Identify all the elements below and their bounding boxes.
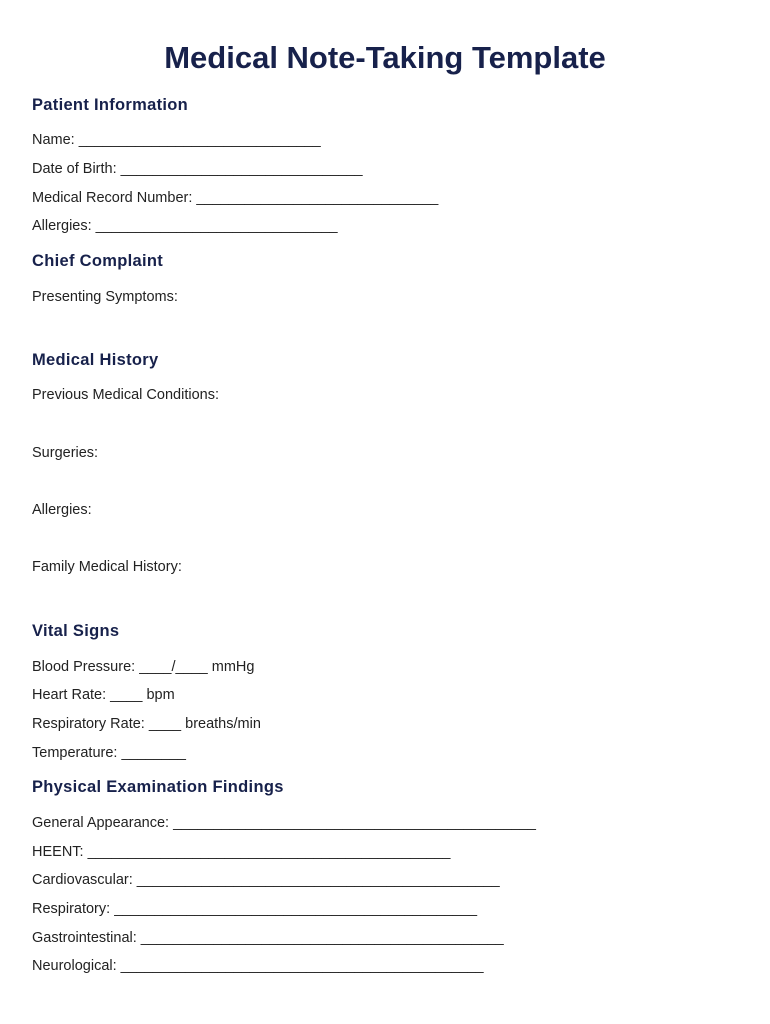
presenting-symptoms-label: Presenting Symptoms: <box>32 289 178 305</box>
gastrointestinal-field: Gastrointestinal: _____________________________________________ <box>32 930 504 946</box>
heent-field: HEENT: _____________________________________________ <box>32 844 451 860</box>
allergies-field: Allergies: ______________________________ <box>32 218 338 234</box>
patient-information-heading: Patient Information <box>32 96 189 114</box>
date-of-birth-field: Date of Birth: ______________________________ <box>32 161 363 177</box>
physical-examination-heading: Physical Examination Findings <box>32 778 284 796</box>
chief-complaint-heading: Chief Complaint <box>32 252 163 270</box>
medical-record-number-field: Medical Record Number: ______________________________ <box>32 190 439 206</box>
name-field: Name: ______________________________ <box>32 132 321 148</box>
respiratory-field: Respiratory: _____________________________________________ <box>32 901 478 917</box>
vital-signs-heading: Vital Signs <box>32 622 120 640</box>
medical-history-heading: Medical History <box>32 351 159 369</box>
page-title: Medical Note-Taking Template <box>164 40 606 75</box>
family-medical-history-label: Family Medical History: <box>32 559 182 575</box>
temperature-field: Temperature: ________ <box>32 745 186 761</box>
history-allergies-label: Allergies: <box>32 502 92 518</box>
cardiovascular-field: Cardiovascular: _____________________________________________ <box>32 872 500 888</box>
respiratory-rate-field: Respiratory Rate: ____ breaths/min <box>32 716 261 732</box>
surgeries-label: Surgeries: <box>32 445 99 461</box>
blood-pressure-field: Blood Pressure: ____/____ mmHg <box>32 659 255 675</box>
neurological-field: Neurological: _____________________________________________ <box>32 958 484 974</box>
heart-rate-field: Heart Rate: ____ bpm <box>32 687 175 703</box>
general-appearance-field: General Appearance: _____________________________________________ <box>32 815 536 831</box>
previous-medical-conditions-label: Previous Medical Conditions: <box>32 387 219 403</box>
